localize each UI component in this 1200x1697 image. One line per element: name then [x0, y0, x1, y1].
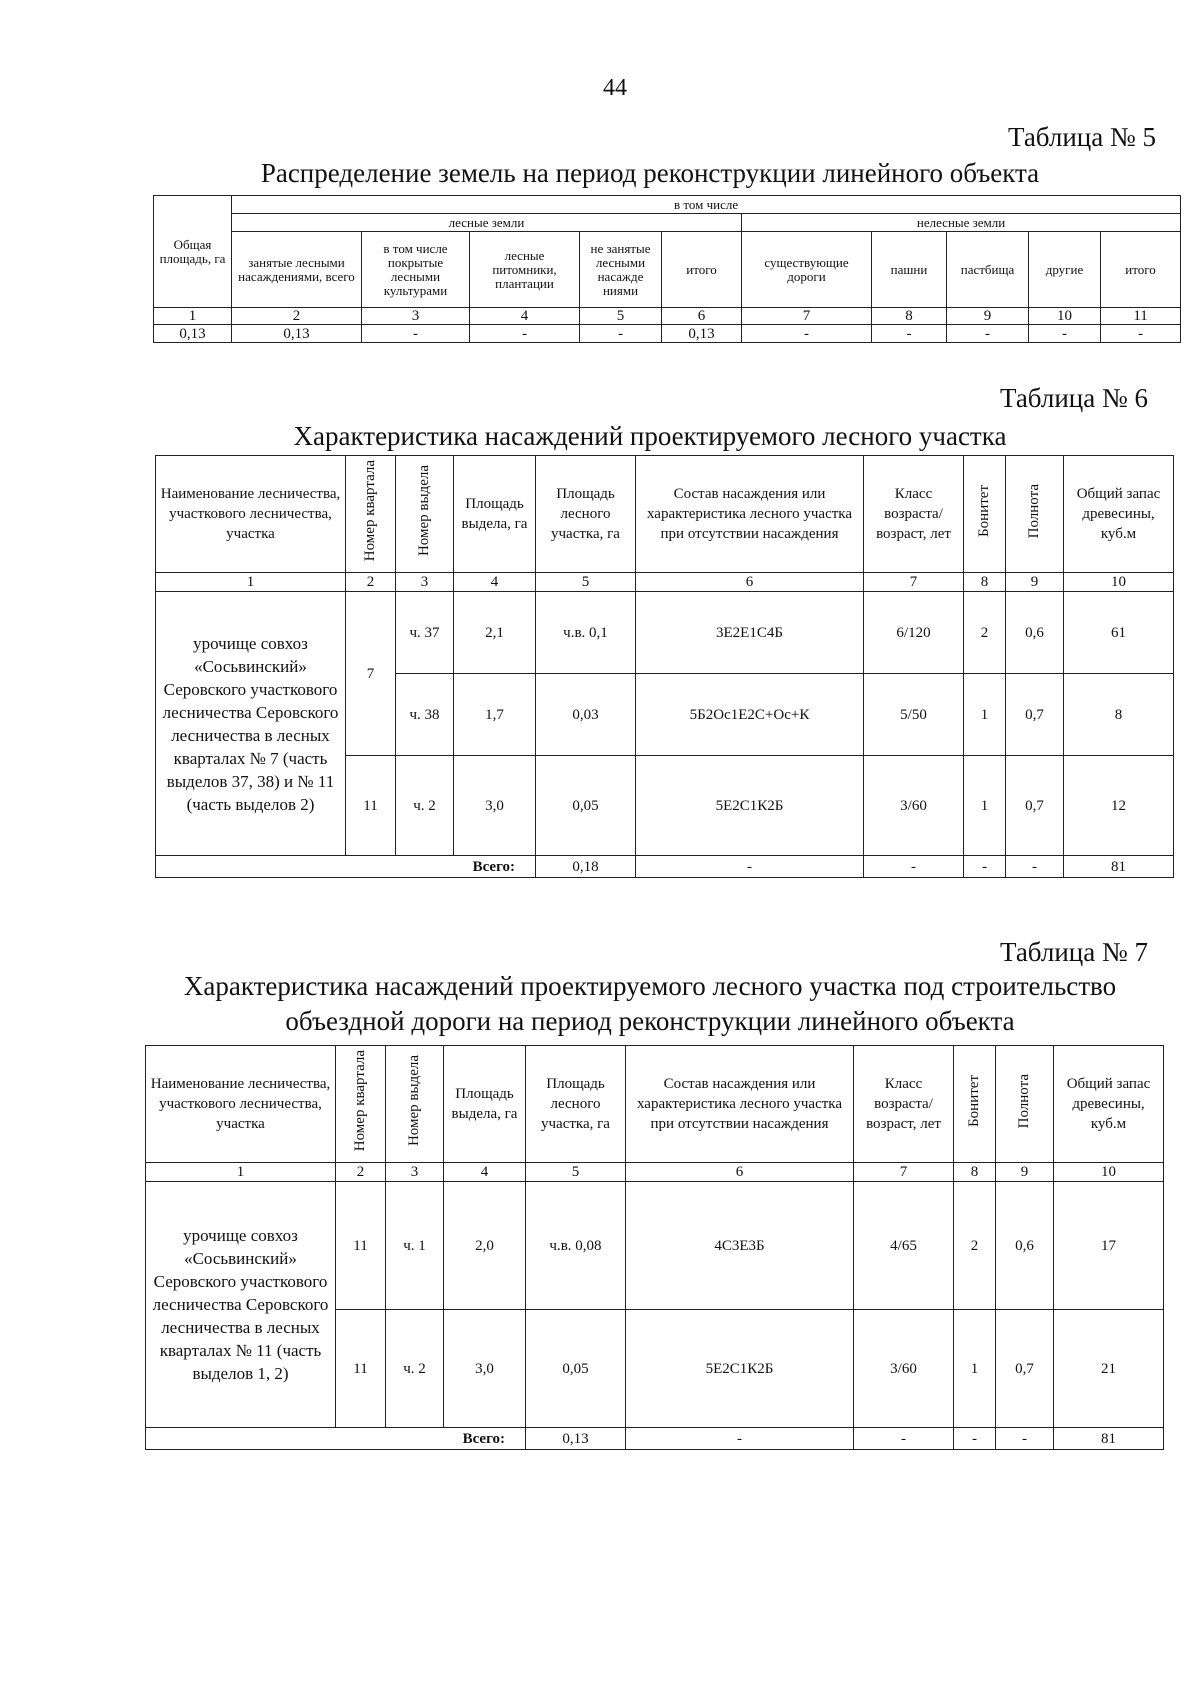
table6-density: 0,7	[1006, 674, 1064, 756]
table6-stock: 61	[1064, 592, 1174, 674]
table6-composition: 5Б2Ос1Е2С+Ос+К	[636, 674, 864, 756]
table5-header-roads: существующие дороги	[742, 232, 872, 308]
table5-cell: -	[1101, 325, 1181, 343]
table7-header-name: Наименование лесничества, участкового лесничества, участка	[146, 1046, 336, 1163]
table6-density: 0,6	[1006, 592, 1064, 674]
table7-composition: 4С3Е3Б	[626, 1182, 854, 1310]
table5-header-forest-lands: лесные земли	[232, 214, 742, 232]
table6-bonitet: 1	[964, 756, 1006, 856]
table5-colnum: 10	[1029, 308, 1101, 325]
table7-label: Таблица № 7	[1000, 937, 1148, 967]
table6-bonitet: 2	[964, 592, 1006, 674]
table6-header-composition: Состав насаждения или характеристика лесного участка при отсутствии насаждения	[636, 456, 864, 573]
table5-cell: -	[362, 325, 470, 343]
table7-total-density: -	[996, 1428, 1054, 1450]
table7-colnum: 3	[386, 1163, 444, 1182]
table6-label: Таблица № 6	[1000, 383, 1148, 413]
table5-header-forest-cultures: в том числе покрытые лесными культурами	[362, 232, 470, 308]
table6-section: ч. 38	[396, 674, 454, 756]
table5-colnum: 1	[154, 308, 232, 325]
table7-header-density: Полнота	[996, 1046, 1054, 1163]
table6-colnum: 9	[1006, 573, 1064, 592]
table7-header-stock: Общий запас древесины, куб.м	[1054, 1046, 1164, 1163]
table7-total-age: -	[854, 1428, 954, 1450]
table7-header-section: Номер выдела	[386, 1046, 444, 1163]
table5-colnum: 7	[742, 308, 872, 325]
table7-density: 0,7	[996, 1310, 1054, 1428]
table6-header-section-area: Площадь выдела, га	[454, 456, 536, 573]
table5-colnum: 9	[947, 308, 1029, 325]
table7-total-bonitet: -	[954, 1428, 996, 1450]
table5-cell: 0,13	[232, 325, 362, 343]
table7-bonitet: 2	[954, 1182, 996, 1310]
table5-colnum: 2	[232, 308, 362, 325]
table6-density: 0,7	[1006, 756, 1064, 856]
table6-header-quarter: Номер квартала	[346, 456, 396, 573]
table5-header-nonforest-total: итого	[1101, 232, 1181, 308]
table6-plot-area: ч.в. 0,1	[536, 592, 636, 674]
table7-header-age: Класс возраста/ возраст, лет	[854, 1046, 954, 1163]
table7-total-stock: 81	[1054, 1428, 1164, 1450]
table7-title-line2: объездной дороги на период реконструкции линейного объекта	[285, 1006, 1015, 1036]
table7-section: ч. 2	[386, 1310, 444, 1428]
table7-colnum: 8	[954, 1163, 996, 1182]
table5-colnum: 5	[580, 308, 662, 325]
table6-total-composition: -	[636, 856, 864, 878]
table5-header-forested: занятые лесными насаждениями, всего	[232, 232, 362, 308]
table6-composition: 5Е2С1К2Б	[636, 756, 864, 856]
table6-age: 6/120	[864, 592, 964, 674]
table5-cell: 0,13	[662, 325, 742, 343]
table6	[155, 455, 1174, 878]
table6-title: Характеристика насаждений проектируемого лесного участка	[293, 421, 1007, 451]
table7-section: ч. 1	[386, 1182, 444, 1310]
table6-plot-area: 0,03	[536, 674, 636, 756]
table5-cell: -	[872, 325, 947, 343]
table6-total-label: Всего:	[156, 856, 536, 878]
table7-colnum: 1	[146, 1163, 336, 1182]
table6-section-area: 1,7	[454, 674, 536, 756]
table7-composition: 5Е2С1К2Б	[626, 1310, 854, 1428]
page-number: 44	[603, 75, 627, 101]
table5-cell: -	[742, 325, 872, 343]
table7-total-composition: -	[626, 1428, 854, 1450]
table5-title: Распределение земель на период реконструкции линейного объекта	[260, 158, 1040, 188]
table5-colnum: 3	[362, 308, 470, 325]
table7-colnum: 10	[1054, 1163, 1164, 1182]
table7-header-section-area: Площадь выдела, га	[444, 1046, 526, 1163]
table6-section-area: 2,1	[454, 592, 536, 674]
table6-header-density: Полнота	[1006, 456, 1064, 573]
table6-colnum: 8	[964, 573, 1006, 592]
table7-colnum: 9	[996, 1163, 1054, 1182]
table7-stock: 21	[1054, 1310, 1164, 1428]
table5-colnum: 6	[662, 308, 742, 325]
table5-cell: -	[1029, 325, 1101, 343]
table6-header-plot-area: Площадь лесного участка, га	[536, 456, 636, 573]
table7-density: 0,6	[996, 1182, 1054, 1310]
table7-header-plot-area: Площадь лесного участка, га	[526, 1046, 626, 1163]
table5-header-forest-total: итого	[662, 232, 742, 308]
table7-header-quarter: Номер квартала	[336, 1046, 386, 1163]
table6-total-density: -	[1006, 856, 1064, 878]
table6-header-section: Номер выдела	[396, 456, 454, 573]
table6-colnum: 4	[454, 573, 536, 592]
table6-location: урочище совхоз «Сосьвинский» Серовского участкового лесничества Серовского лесничества в лесных кварталах № 7 (часть выделов 37, 38) и № 11 (часть выделов 2)	[156, 592, 346, 856]
table6-colnum: 2	[346, 573, 396, 592]
table5-cell: 0,13	[154, 325, 232, 343]
table5-colnum: 4	[470, 308, 580, 325]
table6-colnum: 10	[1064, 573, 1174, 592]
table7-age: 4/65	[854, 1182, 954, 1310]
table5	[153, 195, 1181, 343]
table6-total-age: -	[864, 856, 964, 878]
table6-age: 3/60	[864, 756, 964, 856]
table6-colnum: 1	[156, 573, 346, 592]
table5-cell: -	[947, 325, 1029, 343]
table6-age: 5/50	[864, 674, 964, 756]
table5-cell: -	[580, 325, 662, 343]
table7-colnum: 4	[444, 1163, 526, 1182]
table6-header-bonitet: Бонитет	[964, 456, 1006, 573]
table6-section: ч. 37	[396, 592, 454, 674]
table6-section: ч. 2	[396, 756, 454, 856]
table5-header-pastures: пастбища	[947, 232, 1029, 308]
table5-header-nurseries: лесные питомники, плантации	[470, 232, 580, 308]
table6-header-age: Класс возраста/ возраст, лет	[864, 456, 964, 573]
table6-bonitet: 1	[964, 674, 1006, 756]
table7-total-plot-area: 0,13	[526, 1428, 626, 1450]
table7-section-area: 3,0	[444, 1310, 526, 1428]
table6-stock: 12	[1064, 756, 1174, 856]
table7-plot-area: 0,05	[526, 1310, 626, 1428]
table6-header-name: Наименование лесничества, участкового лесничества, участка	[156, 456, 346, 573]
table7-colnum: 5	[526, 1163, 626, 1182]
table7-location: урочище совхоз «Сосьвинский» Серовского участкового лесничества Серовского лесничества в лесных кварталах № 11 (часть выделов 1, 2)	[146, 1182, 336, 1428]
table6-total-plot-area: 0,18	[536, 856, 636, 878]
table7-header-bonitet: Бонитет	[954, 1046, 996, 1163]
table6-total-stock: 81	[1064, 856, 1174, 878]
table7-colnum: 2	[336, 1163, 386, 1182]
table6-colnum: 5	[536, 573, 636, 592]
table7-section-area: 2,0	[444, 1182, 526, 1310]
table6-colnum: 7	[864, 573, 964, 592]
table5-header-nonforest-lands: нелесные земли	[742, 214, 1181, 232]
table6-total-bonitet: -	[964, 856, 1006, 878]
table6-colnum: 3	[396, 573, 454, 592]
table7-stock: 17	[1054, 1182, 1164, 1310]
table6-header-stock: Общий запас древесины, куб.м	[1064, 456, 1174, 573]
table7-header-composition: Состав насаждения или характеристика лесного участка при отсутствии насаждения	[626, 1046, 854, 1163]
table7-colnum: 7	[854, 1163, 954, 1182]
table5-header-arable: пашни	[872, 232, 947, 308]
table6-composition: 3Е2Е1С4Б	[636, 592, 864, 674]
table5-cell: -	[470, 325, 580, 343]
table7-colnum: 6	[626, 1163, 854, 1182]
table7-quarter: 11	[336, 1310, 386, 1428]
table6-quarter: 11	[346, 756, 396, 856]
table6-colnum: 6	[636, 573, 864, 592]
table6-quarter: 7	[346, 592, 396, 756]
table6-plot-area: 0,05	[536, 756, 636, 856]
table6-section-area: 3,0	[454, 756, 536, 856]
table6-stock: 8	[1064, 674, 1174, 756]
table7-total-label: Всего:	[146, 1428, 526, 1450]
table7	[145, 1045, 1164, 1450]
table5-header-total-area: Общая площадь, га	[154, 196, 232, 308]
table5-label: Таблица № 5	[1008, 122, 1156, 152]
table7-plot-area: ч.в. 0,08	[526, 1182, 626, 1310]
table5-colnum: 11	[1101, 308, 1181, 325]
table7-bonitet: 1	[954, 1310, 996, 1428]
table5-colnum: 8	[872, 308, 947, 325]
table5-header-not-forested: не занятые лесными насажде ниями	[580, 232, 662, 308]
table7-age: 3/60	[854, 1310, 954, 1428]
table5-header-including: в том числе	[232, 196, 1181, 214]
table5-header-other: другие	[1029, 232, 1101, 308]
table7-title-line1: Характеристика насаждений проектируемого лесного участка под строительство	[183, 971, 1117, 1001]
table7-quarter: 11	[336, 1182, 386, 1310]
